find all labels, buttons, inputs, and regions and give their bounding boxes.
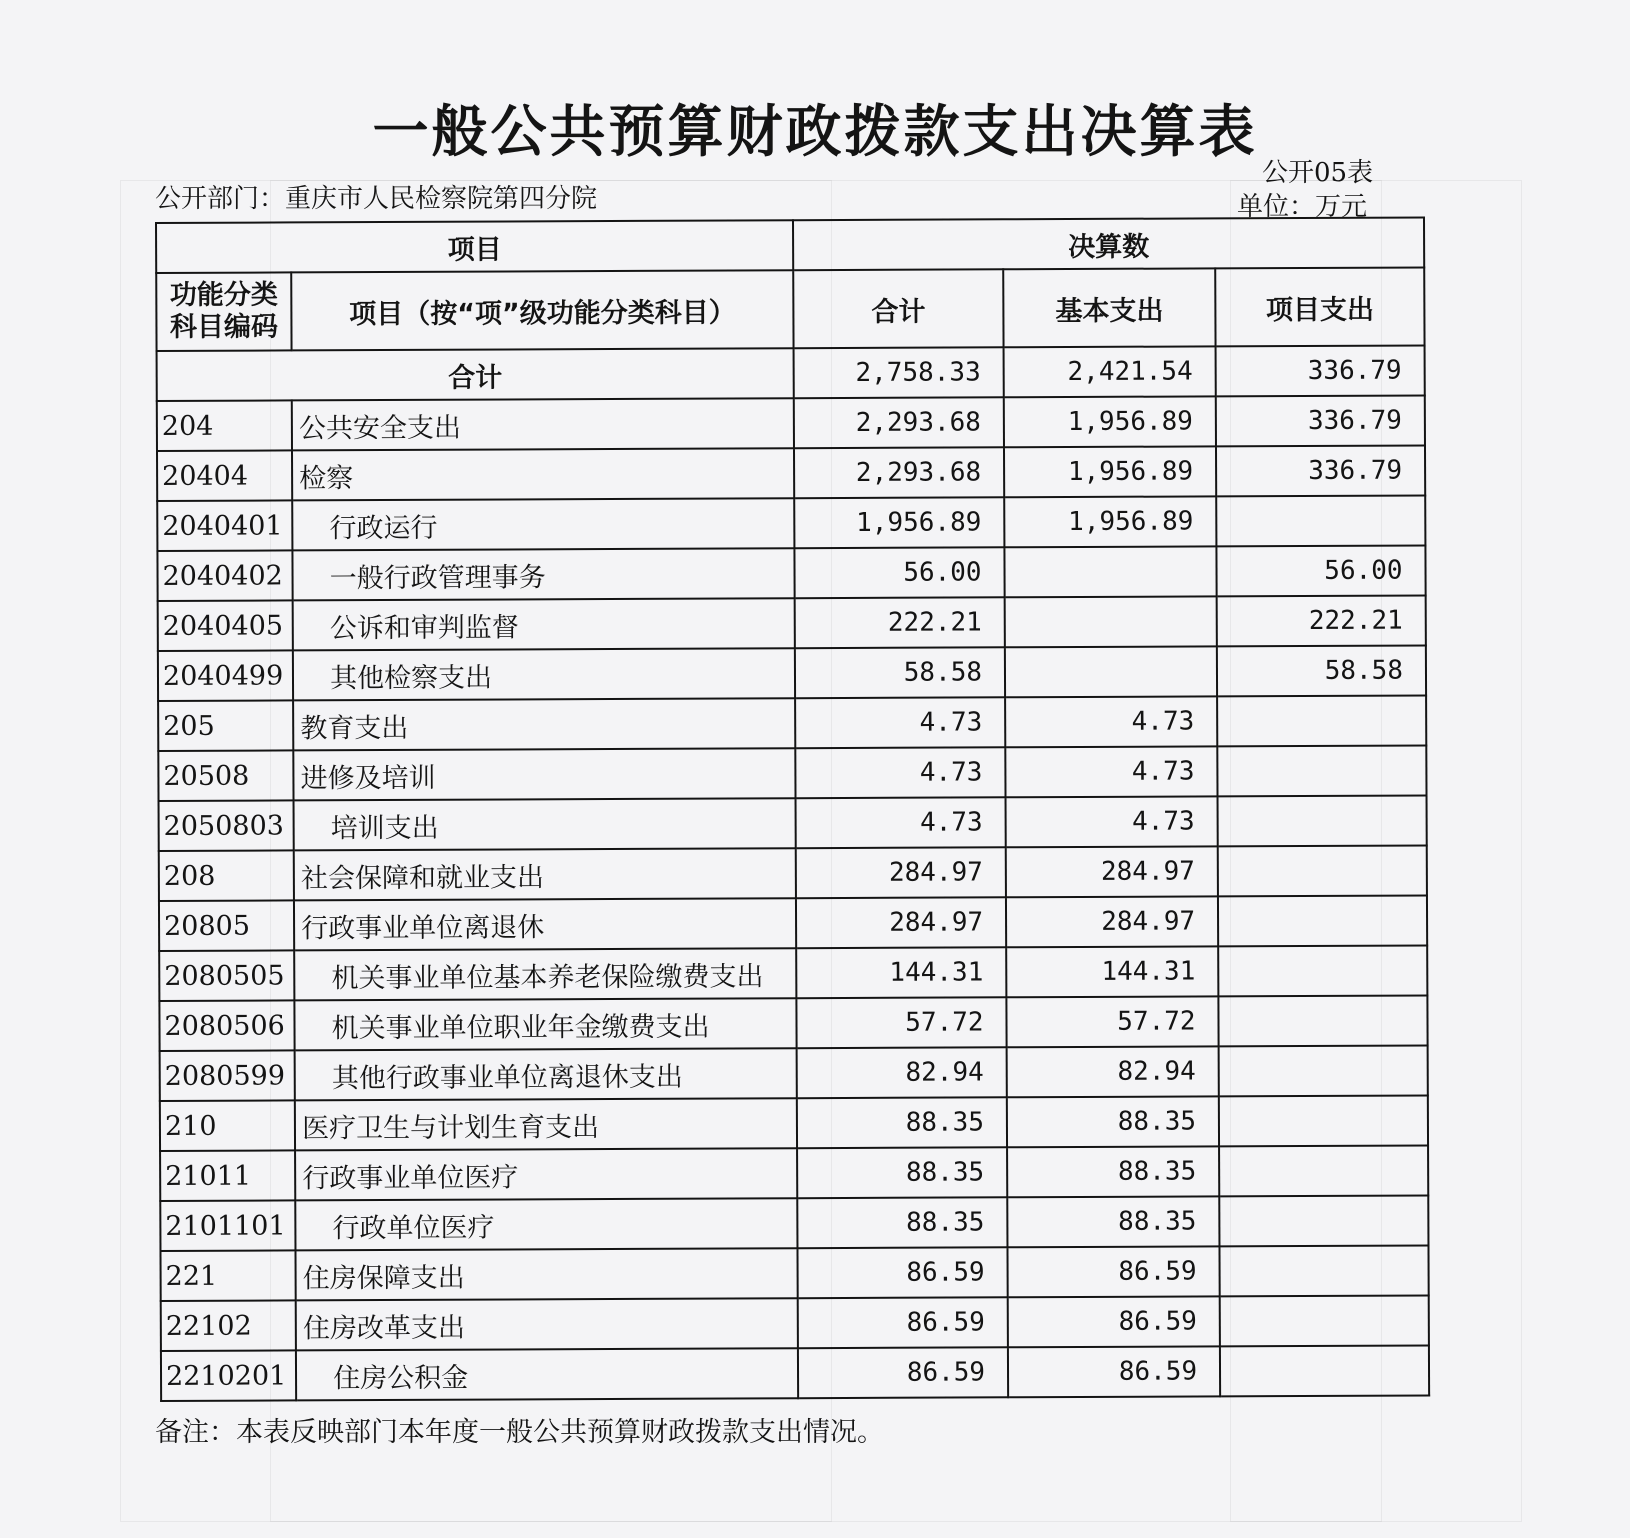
row-name: 住房改革支出 <box>296 1298 798 1350</box>
row-total: 88.35 <box>797 1197 1007 1248</box>
row-total: 86.59 <box>798 1347 1008 1398</box>
row-code: 2080506 <box>159 1000 294 1051</box>
row-code: 204 <box>157 400 292 451</box>
row-name: 住房公积金 <box>296 1348 798 1400</box>
row-project <box>1219 1145 1428 1196</box>
unit-label: 单位：万元 <box>1237 192 1368 222</box>
row-name: 机关事业单位基本养老保险缴费支出 <box>294 948 796 1000</box>
table-row <box>161 1295 1429 1351</box>
form-number: 公开05表 <box>1262 158 1374 188</box>
row-project <box>1220 1245 1429 1296</box>
row-name: 公诉和审判监督 <box>293 598 795 650</box>
row-project: 58.58 <box>1217 645 1426 696</box>
row-basic: 86.59 <box>1008 1246 1220 1297</box>
row-code: 205 <box>158 700 293 751</box>
row-basic: 284.97 <box>1006 896 1218 947</box>
row-basic: 4.73 <box>1005 696 1217 747</box>
row-project <box>1219 1195 1428 1246</box>
row-code: 2040405 <box>158 600 293 651</box>
row-code: 2210201 <box>161 1350 296 1401</box>
header-code <box>156 272 291 351</box>
header-row-2 <box>156 267 1424 351</box>
header-code-line1: 功能分类 <box>169 279 278 311</box>
row-project <box>1218 995 1427 1046</box>
row-name: 行政单位医疗 <box>295 1198 797 1250</box>
row-total: 144.31 <box>796 947 1006 998</box>
table-row <box>159 895 1427 951</box>
row-project <box>1218 795 1427 846</box>
row-basic: 88.35 <box>1007 1146 1219 1197</box>
page-title: 一般公共预算财政拨款支出决算表 <box>372 100 1258 165</box>
row-code: 20508 <box>158 750 293 801</box>
total-total: 2,758.33 <box>794 347 1004 398</box>
row-name: 机关事业单位职业年金缴费支出 <box>295 998 797 1050</box>
table-row <box>158 645 1426 701</box>
row-project <box>1218 845 1427 896</box>
total-label: 合计 <box>157 348 794 401</box>
row-name: 公共安全支出 <box>292 398 794 450</box>
row-name: 社会保障和就业支出 <box>294 848 796 900</box>
row-name: 医疗卫生与计划生育支出 <box>295 1098 797 1150</box>
table-row <box>161 1345 1429 1401</box>
row-total: 222.21 <box>795 597 1005 648</box>
row-total: 4.73 <box>795 697 1005 748</box>
row-project <box>1216 495 1425 546</box>
table-row <box>159 845 1427 901</box>
table-row <box>160 1195 1428 1251</box>
row-total: 57.72 <box>796 997 1006 1048</box>
header-final: 决算数 <box>793 217 1424 270</box>
row-project: 222.21 <box>1217 595 1426 646</box>
header-basic: 基本支出 <box>1003 268 1215 347</box>
row-basic: 144.31 <box>1006 946 1218 997</box>
row-project <box>1218 945 1427 996</box>
budget-table <box>155 216 1430 1402</box>
table-row <box>160 1045 1428 1101</box>
row-basic: 86.59 <box>1008 1346 1220 1397</box>
row-name: 一般行政管理事务 <box>293 548 795 600</box>
row-basic <box>1005 646 1217 697</box>
row-total: 56.00 <box>795 547 1005 598</box>
table-row <box>160 1245 1428 1301</box>
row-total: 82.94 <box>797 1047 1007 1098</box>
row-project <box>1218 895 1427 946</box>
row-basic <box>1005 596 1217 647</box>
footnote: 备注：本表反映部门本年度一般公共预算财政拨款支出情况。 <box>155 1417 884 1448</box>
table-row <box>157 545 1425 601</box>
row-total: 284.97 <box>796 897 1006 948</box>
row-name: 行政运行 <box>292 498 794 550</box>
row-basic: 1,956.89 <box>1004 496 1216 547</box>
row-project <box>1220 1345 1429 1396</box>
row-basic: 4.73 <box>1005 746 1217 797</box>
row-basic: 57.72 <box>1006 996 1218 1047</box>
row-basic: 1,956.89 <box>1004 396 1216 447</box>
row-project: 336.79 <box>1216 395 1425 446</box>
table-row <box>159 995 1427 1051</box>
row-name: 其他检察支出 <box>293 648 795 700</box>
row-project <box>1217 695 1426 746</box>
table-row <box>158 745 1426 801</box>
row-code: 221 <box>160 1250 295 1301</box>
table-row <box>157 395 1425 451</box>
row-project <box>1217 745 1426 796</box>
total-row <box>157 345 1425 401</box>
header-row-1 <box>156 217 1424 273</box>
row-basic: 82.94 <box>1007 1046 1219 1097</box>
row-total: 1,956.89 <box>794 497 1004 548</box>
table-row <box>157 495 1425 551</box>
row-project: 336.79 <box>1216 445 1425 496</box>
row-name: 行政事业单位离退休 <box>294 898 796 950</box>
row-total: 88.35 <box>797 1147 1007 1198</box>
table-row <box>160 1095 1428 1151</box>
table-row <box>160 1145 1428 1201</box>
header-code-line2: 科目编码 <box>169 311 279 343</box>
row-name: 进修及培训 <box>293 748 795 800</box>
row-total: 88.35 <box>797 1097 1007 1148</box>
row-total: 4.73 <box>796 797 1006 848</box>
table-row <box>159 945 1427 1001</box>
row-name: 行政事业单位医疗 <box>295 1148 797 1200</box>
row-code: 208 <box>159 850 294 901</box>
row-code: 2080599 <box>160 1050 295 1101</box>
row-basic: 88.35 <box>1007 1196 1219 1247</box>
total-basic: 2,421.54 <box>1004 346 1216 397</box>
row-project <box>1220 1295 1429 1346</box>
row-project: 56.00 <box>1216 545 1425 596</box>
row-code: 2101101 <box>160 1200 295 1251</box>
row-total: 2,293.68 <box>794 447 1004 498</box>
row-name: 其他行政事业单位离退休支出 <box>295 1048 797 1100</box>
row-basic: 4.73 <box>1006 796 1218 847</box>
row-basic: 1,956.89 <box>1004 446 1216 497</box>
row-total: 86.59 <box>798 1297 1008 1348</box>
row-code: 2040402 <box>157 550 292 601</box>
row-total: 86.59 <box>798 1247 1008 1298</box>
table-row <box>159 795 1427 851</box>
header-project: 项目支出 <box>1215 267 1424 346</box>
row-project <box>1219 1045 1428 1096</box>
row-name: 教育支出 <box>293 698 795 750</box>
row-basic: 86.59 <box>1008 1296 1220 1347</box>
row-code: 20805 <box>159 900 294 951</box>
row-code: 2050803 <box>159 800 294 851</box>
department-label: 公开部门：重庆市人民检察院第四分院 <box>155 184 598 214</box>
row-basic: 284.97 <box>1006 846 1218 897</box>
row-name: 住房保障支出 <box>296 1248 798 1300</box>
row-code: 2080505 <box>159 950 294 1001</box>
header-item: 项目 <box>156 220 793 273</box>
table-row <box>158 595 1426 651</box>
header-total: 合计 <box>793 269 1003 348</box>
row-basic <box>1004 546 1216 597</box>
header-item-detail: 项目（按“项”级功能分类科目） <box>291 270 793 350</box>
row-total: 4.73 <box>795 747 1005 798</box>
row-code: 20404 <box>157 450 292 501</box>
row-total: 58.58 <box>795 647 1005 698</box>
row-code: 2040499 <box>158 650 293 701</box>
row-total: 2,293.68 <box>794 397 1004 448</box>
row-basic: 88.35 <box>1007 1096 1219 1147</box>
row-code: 2040401 <box>157 500 292 551</box>
table-row <box>157 445 1425 501</box>
row-name: 培训支出 <box>294 798 796 850</box>
total-project: 336.79 <box>1216 345 1425 396</box>
row-code: 21011 <box>160 1150 295 1201</box>
row-project <box>1219 1095 1428 1146</box>
row-total: 284.97 <box>796 847 1006 898</box>
row-code: 22102 <box>161 1300 296 1351</box>
row-code: 210 <box>160 1100 295 1151</box>
table-row <box>158 695 1426 751</box>
row-name: 检察 <box>292 448 794 500</box>
